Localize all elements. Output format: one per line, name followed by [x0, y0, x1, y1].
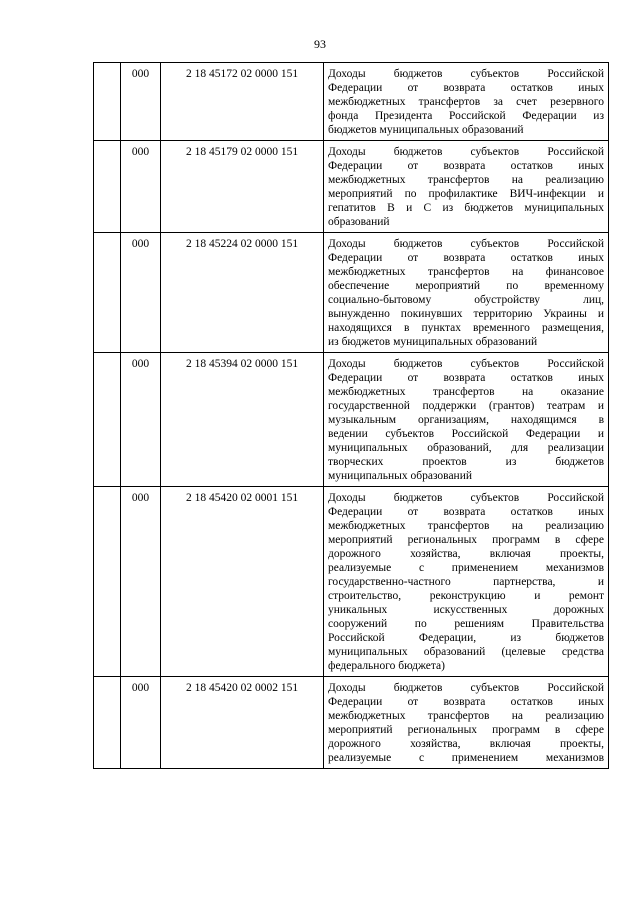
- description-cell: [324, 233, 609, 353]
- description-line: музыкальным организациям, находящимся в: [328, 414, 604, 426]
- empty-cell: [94, 487, 121, 677]
- description-line: межбюджетных трансфертов на реализацию: [328, 710, 604, 722]
- description-line: Доходы бюджетов субъектов Российской: [328, 358, 604, 370]
- admin-code-cell: 000: [121, 141, 161, 233]
- description-cell: [324, 487, 609, 677]
- budget-code-cell: 2 18 45172 02 0000 151: [161, 63, 324, 141]
- description-line: из бюджетов муниципальных образований: [328, 336, 538, 348]
- empty-cell: [94, 233, 121, 353]
- description-cell: [324, 63, 609, 141]
- table-body: [94, 63, 609, 769]
- admin-code-cell: 000: [121, 353, 161, 487]
- budget-code-cell: 2 18 45394 02 0000 151: [161, 353, 324, 487]
- description-cell: [324, 353, 609, 487]
- table-row: [94, 677, 609, 769]
- description-line: Федерации от возврата остатков иных: [328, 372, 604, 384]
- description-line: межбюджетных трансфертов на финансовое: [328, 266, 604, 278]
- budget-code-cell: 2 18 45420 02 0002 151: [161, 677, 324, 769]
- table-row: [94, 141, 609, 233]
- description-line: Доходы бюджетов субъектов Российской: [328, 146, 604, 158]
- admin-code-cell: 000: [121, 677, 161, 769]
- description-line: Доходы бюджетов субъектов Российской: [328, 68, 604, 80]
- admin-code-cell: 000: [121, 233, 161, 353]
- description-line: бюджетов муниципальных образований: [328, 124, 524, 136]
- description-line: сооружений по решениям Правительства: [328, 618, 604, 630]
- description-line: муниципальных образований (целевые средства: [328, 646, 604, 658]
- description-line: социально-бытовому обустройству лиц,: [328, 294, 604, 306]
- empty-cell: [94, 141, 121, 233]
- table-row: [94, 353, 609, 487]
- revenue-codes-table: [93, 62, 609, 769]
- description-line: межбюджетных трансфертов на оказание: [328, 386, 604, 398]
- description-line: Доходы бюджетов субъектов Российской: [328, 682, 604, 694]
- description-line: федерального бюджета): [328, 660, 445, 672]
- description-line: Доходы бюджетов субъектов Российской: [328, 238, 604, 250]
- description-line: творческих проектов из бюджетов: [328, 456, 604, 468]
- description-line: мероприятий по профилактике ВИЧ-инфекции и: [328, 188, 604, 200]
- description-line: обеспечение мероприятий по временному: [328, 280, 604, 292]
- description-line: уникальных искусственных дорожных: [328, 604, 604, 616]
- description-line: образований: [328, 216, 390, 228]
- description-line: ведении субъектов Российской Федерации и: [328, 428, 604, 440]
- empty-cell: [94, 677, 121, 769]
- description-line: муниципальных образований: [328, 470, 473, 482]
- description-line: межбюджетных трансфертов за счет резервного: [328, 96, 604, 108]
- admin-code-cell: 000: [121, 63, 161, 141]
- description-line: находящихся в пунктах временного размещения,: [328, 322, 604, 334]
- description-line: дорожного хозяйства, включая проекты,: [328, 738, 604, 750]
- description-line: Доходы бюджетов субъектов Российской: [328, 492, 604, 504]
- description-line: межбюджетных трансфертов на реализацию: [328, 174, 604, 186]
- description-line: дорожного хозяйства, включая проекты,: [328, 548, 604, 560]
- table-row: [94, 63, 609, 141]
- description-line: Федерации от возврата остатков иных: [328, 252, 604, 264]
- description-line: мероприятий региональных программ в сфере: [328, 534, 604, 546]
- description-line: Российской Федерации, из бюджетов: [328, 632, 604, 644]
- description-line: гепатитов В и С из бюджетов муниципальных: [328, 202, 604, 214]
- table-row: [94, 487, 609, 677]
- description-line: Федерации от возврата остатков иных: [328, 506, 604, 518]
- description-line: Федерации от возврата остатков иных: [328, 82, 604, 94]
- description-line: строительство, реконструкцию и ремонт: [328, 590, 604, 602]
- budget-code-cell: 2 18 45179 02 0000 151: [161, 141, 324, 233]
- description-cell: [324, 141, 609, 233]
- description-line: Федерации от возврата остатков иных: [328, 160, 604, 172]
- description-cell: [324, 677, 609, 769]
- description-line: реализуемые с применением механизмов: [328, 752, 604, 764]
- page-number: 93: [314, 37, 326, 51]
- table-row: [94, 233, 609, 353]
- description-line: Федерации от возврата остатков иных: [328, 696, 604, 708]
- description-line: реализуемые с применением механизмов: [328, 562, 604, 574]
- description-line: вынужденно покинувших территорию Украины и: [328, 308, 604, 320]
- description-line: фонда Президента Российской Федерации из: [328, 110, 604, 122]
- budget-code-cell: 2 18 45224 02 0000 151: [161, 233, 324, 353]
- description-line: государственно-частного партнерства, и: [328, 576, 604, 588]
- description-line: государственной поддержки (грантов) театрам и: [328, 400, 604, 412]
- description-line: межбюджетных трансфертов на реализацию: [328, 520, 604, 532]
- empty-cell: [94, 353, 121, 487]
- empty-cell: [94, 63, 121, 141]
- budget-code-cell: 2 18 45420 02 0001 151: [161, 487, 324, 677]
- admin-code-cell: 000: [121, 487, 161, 677]
- description-line: муниципальных образований, для реализации: [328, 442, 604, 454]
- description-line: мероприятий региональных программ в сфере: [328, 724, 604, 736]
